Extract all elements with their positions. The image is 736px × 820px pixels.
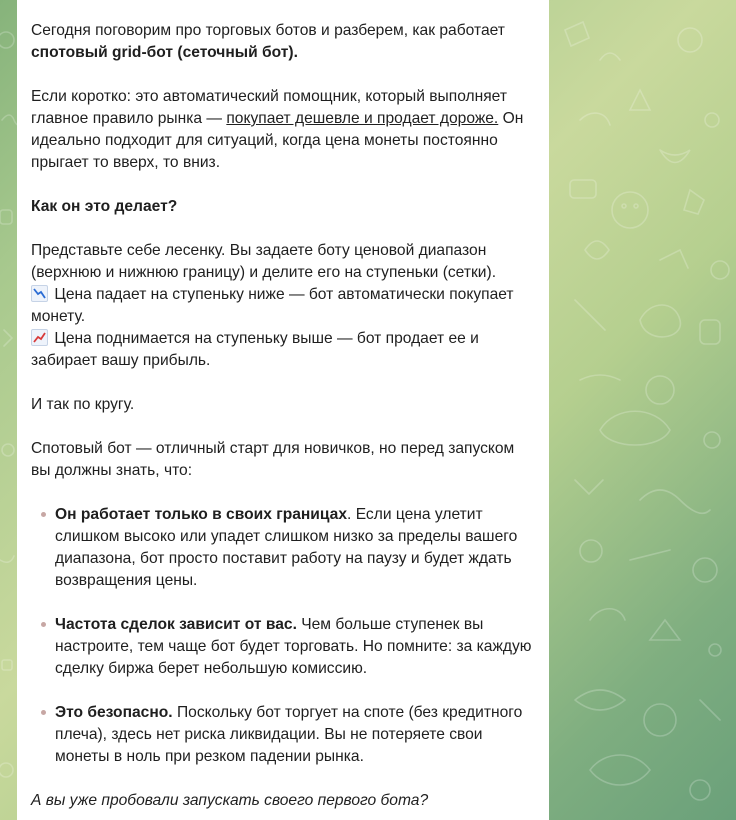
price-up-line — [31, 328, 535, 372]
list-item-bold: Он работает только в своих границах — [55, 506, 348, 523]
novice-text: Спотовый бот — отличный старт для новичков, но перед запуском вы должны знать, что: — [31, 440, 515, 479]
price-down-line — [31, 284, 535, 328]
list-item — [31, 614, 535, 680]
chart-decreasing-icon — [31, 285, 48, 302]
list-item-text: Чем больше ступенек вы настроите, тем чаще бот будет торговать. Но помните: за каждую сделку биржа берет небольшую комиссию. — [55, 616, 532, 677]
short-tail: Он идеально подходит для ситуаций, когда цена монеты постоянно прыгает то вверх, то вниз. — [31, 110, 524, 171]
how-heading-paragraph — [31, 196, 535, 218]
ladder-paragraph — [31, 240, 535, 284]
intro-paragraph — [31, 20, 535, 64]
price-down-text: Цена падает на ступеньку ниже — бот автоматически покупает монету. — [31, 286, 514, 325]
intro-text: Сегодня поговорим про торговых ботов и разберем, как работает — [31, 22, 505, 39]
how-heading: Как он это делает? — [31, 198, 178, 215]
closing-question: А вы уже пробовали запускать своего первого бота? — [31, 792, 429, 809]
list-item-bold: Частота сделок зависит от вас. — [55, 616, 297, 633]
circle-text: И так по кругу. — [31, 396, 135, 413]
grid-bot-term: спотовый grid-бот (сеточный бот). — [31, 44, 298, 61]
list-item — [31, 504, 535, 592]
circle-paragraph — [31, 394, 535, 416]
list-item-bold: Это безопасно. — [55, 704, 173, 721]
bullet-dot — [41, 710, 46, 715]
chart-increasing-icon — [31, 329, 48, 346]
tips-list — [31, 504, 535, 768]
short-text: Если коротко: это автоматический помощник, который выполняет главное правило рынка — — [31, 88, 507, 127]
novice-paragraph — [31, 438, 535, 482]
list-item-text: Поскольку бот торгует на споте (без кредитного плеча), здесь нет риска ликвидации. Вы не потеряете свои монеты в ноль при резком падении рынка. — [55, 704, 523, 765]
bullet-dot — [41, 622, 46, 627]
bullet-dot — [41, 512, 46, 517]
price-up-text: Цена поднимается на ступеньку выше — бот продает ее и забирает вашу прибыль. — [31, 330, 479, 369]
list-item-text: . Если цена улетит слишком высоко или упадет слишком низко за пределы вашего диапазона, бот просто поставит работу на паузу и будет ждать возвращения цены. — [55, 506, 518, 589]
message-bubble — [17, 0, 549, 820]
short-paragraph — [31, 86, 535, 174]
ladder-text: Представьте себе лесенку. Вы задаете боту ценовой диапазон (верхнюю и нижнюю границу) и делите его на ступеньки (сетки). — [31, 242, 497, 281]
market-rule-link[interactable]: покупает дешевле и продает дороже. — [226, 110, 499, 127]
list-item — [31, 702, 535, 768]
